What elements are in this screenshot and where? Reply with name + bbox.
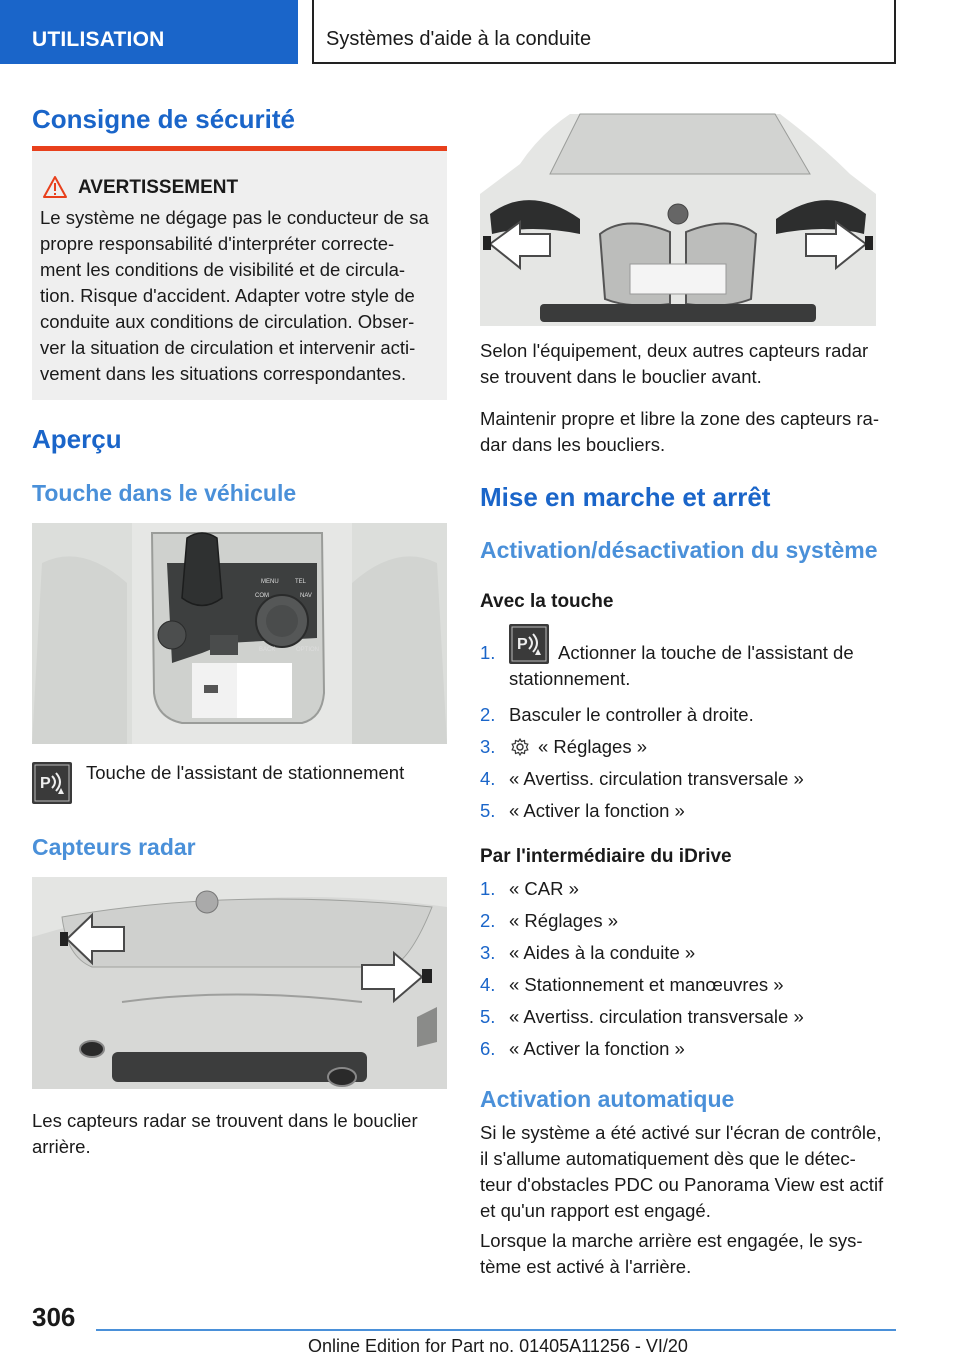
warning-line: tion. Risque d'accident. Adapter votre style de [40,285,415,306]
keep-clean-line: Maintenir propre et libre la zone des capteurs ra- [480,408,879,429]
warning-line: propre responsabilité d'interpréter correcte- [40,233,395,254]
step-item [480,908,896,940]
step-number: 2. [480,704,496,725]
parking-assistant-inline-icon [509,624,549,664]
step-item [480,734,896,766]
onoff-heading: Mise en marche et arrêt [480,482,771,512]
step-number: 2. [480,910,496,931]
step-text: « Avertiss. circulation transversale » [509,768,804,789]
auto-text-line: et qu'un rapport est engagé. [480,1200,711,1221]
step-item [480,1004,896,1036]
warning-triangle-icon [42,175,68,199]
keep-clean-line: dar dans les boucliers. [480,434,666,455]
center-console-image [32,523,447,744]
step-number: 5. [480,800,496,821]
step-text: « Activer la fonction » [509,1038,685,1059]
console-back-label: BACK [259,647,276,653]
chapter-title: Systèmes d'aide à la conduite [326,28,592,50]
front-text-line: se trouvent dans le bouclier avant. [480,366,762,387]
auto-text-line: teur d'obstacles PDC ou Panorama View est actif [480,1174,884,1195]
front-bumper-image [480,104,876,326]
activation-heading: Activation/désactivation du système [480,537,878,563]
auto-text-line: Si le système a été activé sur l'écran de contrôle, [480,1122,882,1143]
rear-bumper-image [32,877,447,1089]
svg-text:P: P [40,775,51,792]
warning-box [32,146,447,400]
section-tab-label: UTILISATION [32,28,165,51]
warning-line: conduite aux conditions de circulation. Obser- [40,311,415,332]
step-item [480,702,896,734]
step-number: 3. [480,942,496,963]
reverse-gear-text [480,1228,900,1280]
step-list-button [480,636,896,830]
step-item [480,940,896,972]
step-text: « Aides à la conduite » [509,942,696,963]
step-item [480,636,896,698]
radar-text [32,1108,447,1160]
reverse-text-line: Lorsque la marche arrière est engagée, le sys- [480,1230,863,1251]
parking-assistant-button-icon [32,762,72,804]
step-number: 5. [480,1006,496,1027]
chapter-title-box [312,0,896,64]
warning-line: Le système ne dégage pas le conducteur de sa [40,207,429,228]
warning-line: vement dans les situations correspondantes. [40,363,407,384]
step-text: « Stationnement et manœuvres » [509,974,784,995]
step-number: 1. [480,642,496,663]
step-number: 4. [480,768,496,789]
auto-activation-text [480,1120,900,1224]
safety-heading: Consigne de sécurité [32,104,295,134]
button-caption: Touche de l'assistant de stationnement [86,762,405,783]
button-heading: Touche dans le véhicule [32,480,297,506]
with-button-heading: Avec la touche [480,591,614,612]
warning-line: ment les conditions de visibilité et de circula- [40,259,406,280]
step-item [480,876,896,908]
step-text: « Avertiss. circulation transversale » [509,1006,804,1027]
front-text-line: Selon l'équipement, deux autres capteurs radar [480,340,869,361]
footer-divider [96,1329,896,1331]
console-com-label: COM [255,593,269,599]
step-number: 4. [480,974,496,995]
radar-text-line: Les capteurs radar se trouvent dans le bouclier [32,1110,418,1131]
step-text: « CAR » [509,878,579,899]
step-number: 6. [480,1038,496,1059]
keep-clean-text [480,406,896,458]
step-item [480,766,896,798]
console-menu-label: MENU [261,579,279,585]
step-item [480,1036,896,1068]
reverse-text-line: tème est activé à l'arrière. [480,1256,692,1277]
svg-text:P: P [517,636,528,653]
step-text: Actionner la touche de l'assistant de [558,642,854,663]
step-text-continued: stationnement. [509,668,631,689]
step-item [480,798,896,830]
footer-edition: Online Edition for Part no. 01405A11256 - VI/20 [308,1336,688,1356]
step-item [480,972,896,1004]
step-text: « Réglages » [509,910,619,931]
step-list-idrive [480,876,896,1068]
section-tab[interactable] [0,0,298,64]
warning-text [40,205,445,387]
overview-heading: Aperçu [32,424,122,454]
radar-text-line: arrière. [32,1136,91,1157]
step-number: 1. [480,878,496,899]
gear-icon [510,737,530,757]
auto-activation-heading: Activation automatique [480,1086,735,1112]
warning-line: ver la situation de circulation et intervenir acti- [40,337,416,358]
step-text: « Activer la fonction » [509,800,685,821]
console-option-label: OPTION [296,647,320,653]
step-text: « Réglages » [538,736,648,757]
console-nav-label: NAV [300,593,312,599]
warning-title: AVERTISSEMENT [78,177,239,198]
radar-heading: Capteurs radar [32,834,196,860]
step-number: 3. [480,736,496,757]
step-text: Basculer le controller à droite. [509,704,754,725]
page-number: 306 [32,1302,76,1332]
idrive-heading: Par l'intermédiaire du iDrive [480,846,732,867]
front-radar-text [480,338,896,390]
auto-text-line: il s'allume automatiquement dès que le détec- [480,1148,856,1169]
console-tel-label: TEL [295,579,307,585]
